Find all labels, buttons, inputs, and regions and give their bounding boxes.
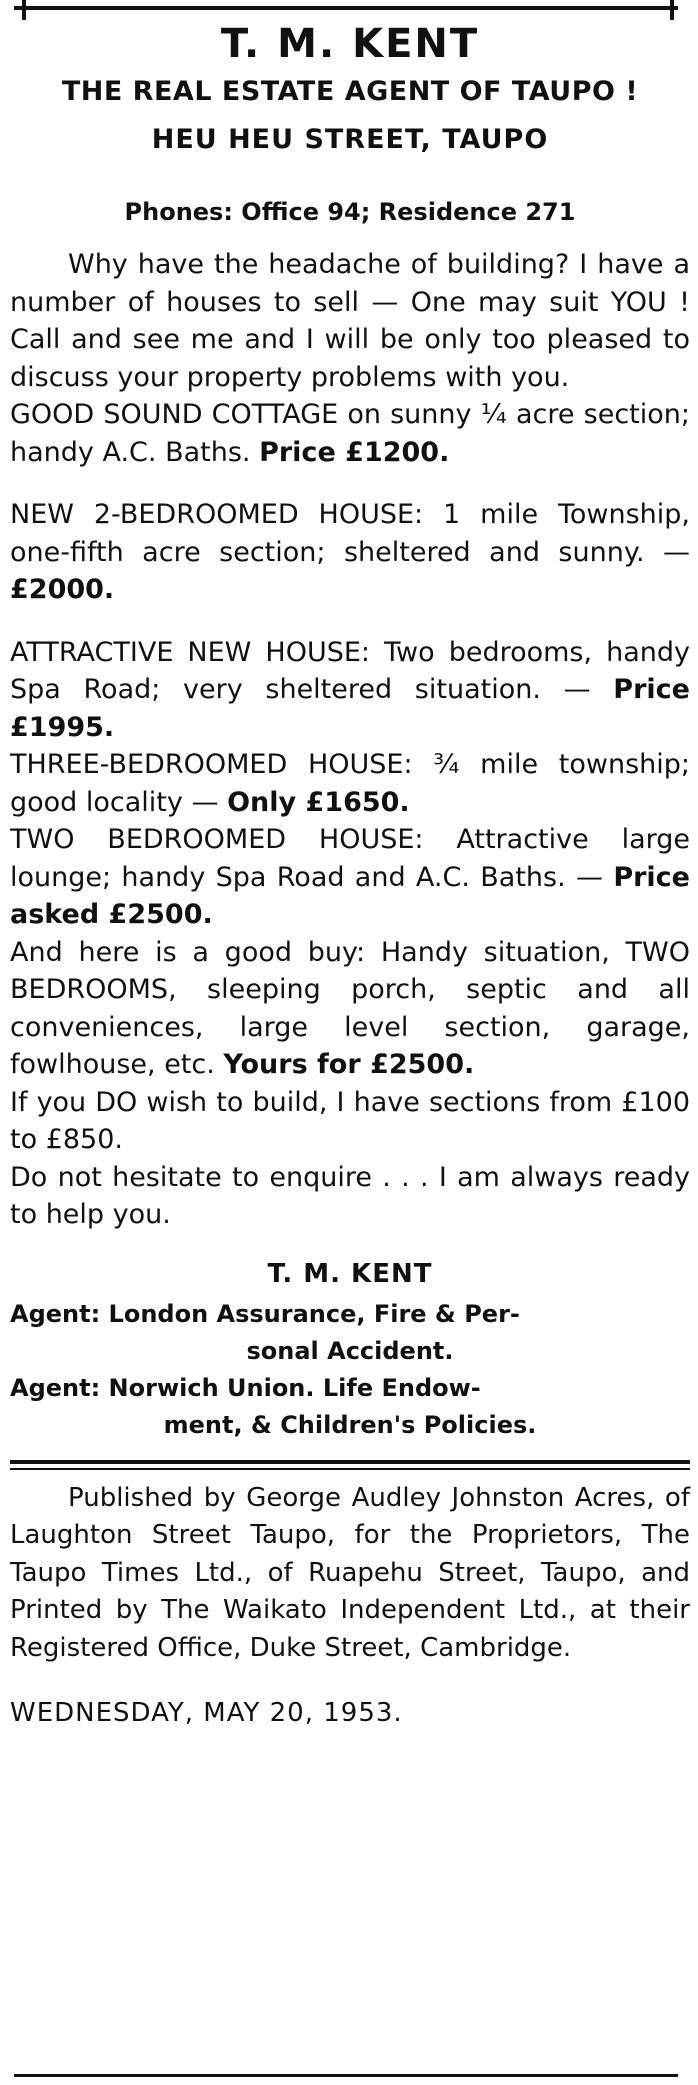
listing-price: Price asked £2500. — [10, 861, 690, 930]
listing-good-buy — [10, 934, 690, 1084]
publication-date: WEDNESDAY, MAY 20, 1953. — [10, 1698, 403, 1728]
bottom-rule — [14, 2074, 678, 2077]
phone-numbers: Phones: Office 94; Residence 271 — [124, 198, 576, 226]
agent-line: sonal Accident. — [246, 1336, 454, 1365]
listing-new-2-bedroom — [10, 496, 690, 609]
address: HEU HEU STREET, TAUPO — [151, 124, 549, 155]
signature-name: T. M. KENT — [267, 1258, 433, 1289]
imprint-text: Published by George Audley Johnston Acres, of Laughton Street Taupo, for the Proprietors, The Taupo Times Ltd., of Ruapehu Street, Taupo, and Printed by The Waikato Independent Ltd., at their Registered Office, Duke Street, Cambridge. — [10, 1482, 690, 1663]
advertiser-name: T. M. KENT — [220, 21, 480, 67]
listing-two-bedroom — [10, 821, 690, 934]
listing-price: £2000. — [10, 574, 115, 605]
listing-three-bedroom — [10, 746, 690, 821]
listing-price: Price £1200. — [259, 436, 450, 468]
agent-london-assurance — [10, 1296, 690, 1370]
top-rule — [14, 6, 678, 10]
listing-price: Yours for £2500. — [223, 1049, 475, 1080]
listing-cottage — [10, 396, 690, 471]
listing-price: Only £1650. — [227, 786, 410, 818]
agent-line: Agent: Norwich Union. Life Endow- — [10, 1373, 481, 1402]
listing-text: NEW 2-BEDROOMED HOUSE: 1 mile Township, one-fifth acre section; sheltered and sunny. — — [10, 499, 690, 568]
divider-rule — [10, 1460, 690, 1464]
sections-note: If you DO wish to build, I have sections from £100 to £850. — [10, 1086, 690, 1155]
agent-line: Agent: London Assurance, Fire & Per- — [10, 1299, 520, 1328]
intro-paragraph: Why have the headache of building? I have a number of houses to sell — One may suit YOU ! Call and see me and I will be only too pleased to discuss your property problems with you. — [10, 249, 690, 393]
listing-text: TWO BEDROOMED HOUSE: Attractive large lounge; handy Spa Road and A.C. Baths. — — [10, 824, 690, 893]
agent-norwich-union — [10, 1370, 690, 1444]
listing-attractive-new-house — [10, 634, 690, 747]
listing-text: GOOD SOUND COTTAGE on sunny ¼ acre section; handy A.C. Baths. — [10, 399, 690, 468]
advertisement — [10, 14, 690, 1733]
listing-text: ATTRACTIVE NEW HOUSE: Two bedrooms, handy Spa Road; very sheltered situation. — — [10, 636, 690, 705]
enquire-note: Do not hesitate to enquire . . . I am always ready to help you. — [10, 1161, 690, 1230]
agent-line: ment, & Children's Policies. — [163, 1410, 537, 1439]
listing-price: Price £1995. — [10, 674, 690, 743]
divider-rule-thin — [10, 1468, 690, 1470]
tagline: THE REAL ESTATE AGENT OF TAUPO ! — [61, 76, 639, 107]
listing-text: And here is a good buy: Handy situation, TWO BEDROOMS, sleeping porch, septic and all conveniences, large level section, garage, fowlhouse, etc. — [10, 936, 690, 1080]
listing-text: THREE-BEDROOMED HOUSE: ¾ mile township; good locality — — [10, 749, 690, 818]
